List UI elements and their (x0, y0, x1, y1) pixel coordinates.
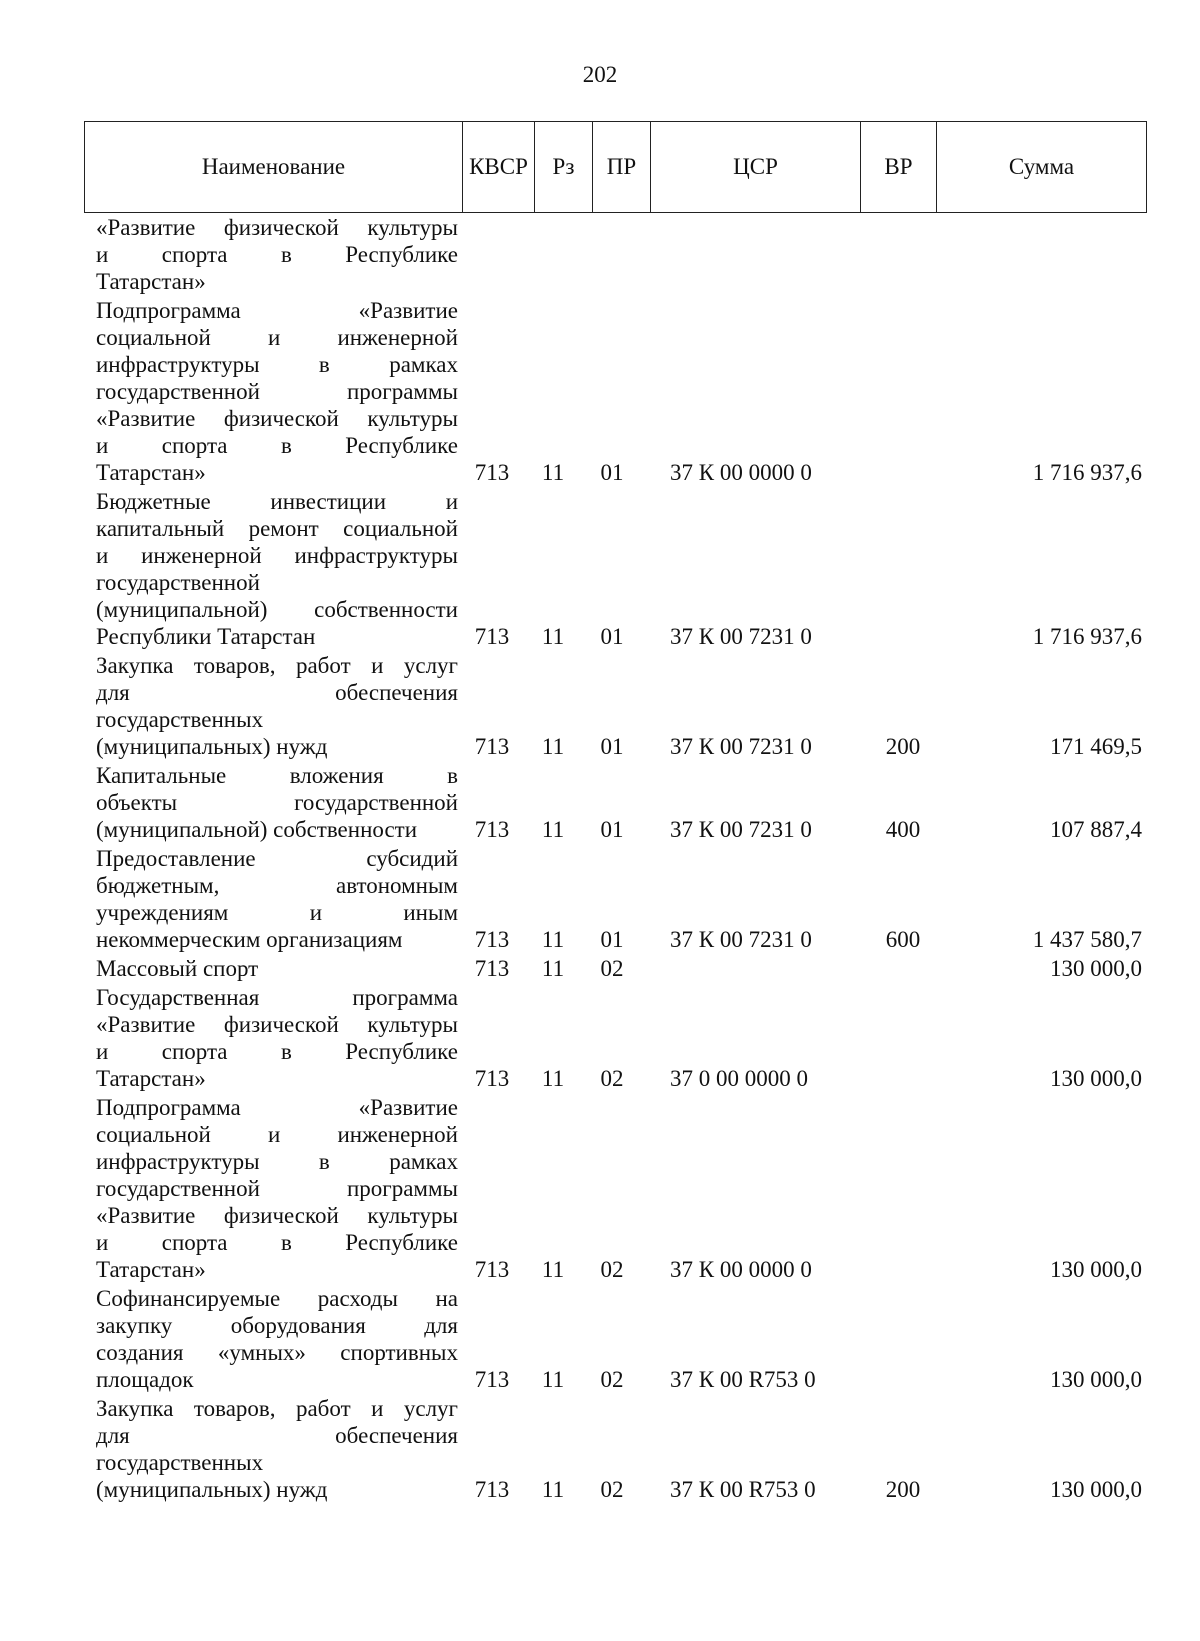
table-row (84, 1285, 1146, 1393)
row-kvsr: 713 (474, 1066, 510, 1091)
row-name-line: и спорта в Республике (96, 433, 458, 458)
table-row (84, 984, 1146, 1092)
row-name-line: инфраструктуры в рамках (96, 1149, 458, 1174)
row-name-line: Татарстан» (96, 1066, 206, 1091)
header-pr: ПР (593, 122, 651, 213)
row-name (84, 488, 458, 650)
row-rz: 11 (541, 817, 565, 842)
row-rz: 11 (541, 1066, 565, 1091)
row-name-line: (муниципальной) собственности (96, 817, 418, 842)
row-pr: 01 (600, 624, 624, 649)
page-number: 202 (582, 62, 618, 87)
row-name-line: Предоставление субсидий (96, 846, 458, 871)
row-name-line: инфраструктуры в рамках (96, 352, 458, 377)
row-name-line: для обеспечения (96, 1423, 458, 1448)
row-name-line: «Развитие физической культуры (96, 215, 458, 240)
row-name-line: (муниципальных) нужд (96, 734, 328, 759)
row-name-line: создания «умных» спортивных (96, 1340, 458, 1365)
row-rz: 11 (541, 1367, 565, 1392)
table-header (84, 121, 1147, 213)
row-name-line: Софинансируемые расходы на (96, 1286, 458, 1311)
row-name-line: и спорта в Республике (96, 1039, 458, 1064)
row-name-line: бюджетным, автономным (96, 873, 458, 898)
row-name-line: Республики Татарстан (96, 624, 316, 649)
row-name-line: (муниципальных) нужд (96, 1477, 328, 1502)
row-name (84, 1285, 458, 1393)
row-name-line: площадок (96, 1367, 194, 1392)
table-row (84, 214, 1146, 295)
row-name-line: некоммерческим организациям (96, 927, 403, 952)
row-name-line: Татарстан» (96, 269, 206, 294)
row-pr: 01 (600, 460, 624, 485)
header-sum: Сумма (937, 122, 1147, 213)
row-name-line: государственной программы (96, 1176, 458, 1201)
row-name-line: (муниципальной) собственности (96, 597, 458, 622)
row-name-line: «Развитие физической культуры (96, 406, 458, 431)
row-csr: 37 К 00 0000 0 (670, 460, 812, 485)
header-rz: Рз (535, 122, 593, 213)
row-name (84, 214, 458, 295)
row-pr: 02 (600, 1477, 624, 1502)
row-name-line: «Развитие физической культуры (96, 1012, 458, 1037)
row-rz: 11 (541, 1257, 565, 1282)
table-row (84, 488, 1146, 650)
row-sum: 107 887,4 (1050, 817, 1142, 842)
row-name-line: государственных (96, 1450, 264, 1475)
row-vr: 200 (885, 1477, 921, 1502)
row-kvsr: 713 (474, 460, 510, 485)
table-row (84, 762, 1146, 843)
row-sum: 1 716 937,6 (1032, 460, 1142, 485)
row-kvsr: 713 (474, 1477, 510, 1502)
table-row (84, 1395, 1146, 1503)
row-name-line: и спорта в Республике (96, 242, 458, 267)
row-name-line: Закупка товаров, работ и услуг (96, 1396, 458, 1421)
row-sum: 171 469,5 (1050, 734, 1142, 759)
row-name-line: социальной и инженерной (96, 325, 458, 350)
row-name-line: Закупка товаров, работ и услуг (96, 653, 458, 678)
row-name-line: Татарстан» (96, 460, 206, 485)
table-row (84, 1094, 1146, 1283)
row-rz: 11 (541, 956, 565, 981)
row-name-line: и спорта в Республике (96, 1230, 458, 1255)
row-name-line: Государственная программа (96, 985, 458, 1010)
row-name-line: и инженерной инфраструктуры (96, 543, 458, 568)
row-name-line: объекты государственной (96, 790, 458, 815)
table-body (84, 214, 1146, 1503)
row-vr: 200 (885, 734, 921, 759)
row-csr: 37 К 00 7231 0 (670, 817, 812, 842)
row-name-line: для обеспечения (96, 680, 458, 705)
row-name-line: Массовый спорт (96, 956, 259, 981)
row-csr: 37 К 00 7231 0 (670, 624, 812, 649)
row-name-line: государственных (96, 707, 264, 732)
row-pr: 02 (600, 1257, 624, 1282)
row-sum: 130 000,0 (1050, 1257, 1142, 1282)
row-csr: 37 К 00 R753 0 (670, 1477, 816, 1502)
row-name-line: государственной (96, 570, 260, 595)
row-name (84, 297, 458, 486)
table-row (84, 297, 1146, 486)
row-name-line: Подпрограмма «Развитие (96, 1095, 458, 1120)
row-name-line: Татарстан» (96, 1257, 206, 1282)
row-sum: 1 437 580,7 (1032, 927, 1142, 952)
table-row (84, 845, 1146, 953)
row-pr: 01 (600, 734, 624, 759)
row-rz: 11 (541, 624, 565, 649)
row-sum: 130 000,0 (1050, 1367, 1142, 1392)
row-name (84, 1395, 458, 1503)
row-rz: 11 (541, 460, 565, 485)
row-name (84, 1094, 458, 1283)
row-name-line: «Развитие физической культуры (96, 1203, 458, 1228)
row-kvsr: 713 (474, 1367, 510, 1392)
row-pr: 01 (600, 817, 624, 842)
row-name-line: закупку оборудования для (96, 1313, 458, 1338)
row-pr: 02 (600, 956, 624, 981)
row-csr: 37 К 00 R753 0 (670, 1367, 816, 1392)
header-csr: ЦСР (651, 122, 861, 213)
row-name (84, 762, 458, 843)
row-name-line: Подпрограмма «Развитие (96, 298, 458, 323)
row-sum: 130 000,0 (1050, 1066, 1142, 1091)
row-csr: 37 К 00 7231 0 (670, 734, 812, 759)
row-pr: 01 (600, 927, 624, 952)
row-name-line: социальной и инженерной (96, 1122, 458, 1147)
row-rz: 11 (541, 734, 565, 759)
row-kvsr: 713 (474, 956, 510, 981)
row-pr: 02 (600, 1066, 624, 1091)
row-rz: 11 (541, 1477, 565, 1502)
row-sum: 130 000,0 (1050, 956, 1142, 981)
row-vr: 400 (885, 817, 921, 842)
row-name (84, 652, 458, 760)
row-kvsr: 713 (474, 927, 510, 952)
row-name-line: капитальный ремонт социальной (96, 516, 458, 541)
row-name-line: учреждениям и иным (96, 900, 458, 925)
row-vr: 600 (885, 927, 921, 952)
header-vr: ВР (861, 122, 937, 213)
row-kvsr: 713 (474, 734, 510, 759)
row-sum: 130 000,0 (1050, 1477, 1142, 1502)
row-name (84, 955, 458, 982)
row-name-line: Капитальные вложения в (96, 763, 458, 788)
row-kvsr: 713 (474, 624, 510, 649)
table-row (84, 955, 1146, 982)
row-kvsr: 713 (474, 817, 510, 842)
row-csr: 37 0 00 0000 0 (670, 1066, 808, 1091)
header-name: Наименование (85, 122, 463, 213)
row-csr: 37 К 00 0000 0 (670, 1257, 812, 1282)
row-sum: 1 716 937,6 (1032, 624, 1142, 649)
row-name-line: государственной программы (96, 379, 458, 404)
header-kvsr: КВСР (463, 122, 535, 213)
row-csr: 37 К 00 7231 0 (670, 927, 812, 952)
table-row (84, 652, 1146, 760)
row-rz: 11 (541, 927, 565, 952)
row-pr: 02 (600, 1367, 624, 1392)
row-name-line: Бюджетные инвестиции и (96, 489, 458, 514)
row-name (84, 984, 458, 1092)
row-name (84, 845, 458, 953)
row-kvsr: 713 (474, 1257, 510, 1282)
